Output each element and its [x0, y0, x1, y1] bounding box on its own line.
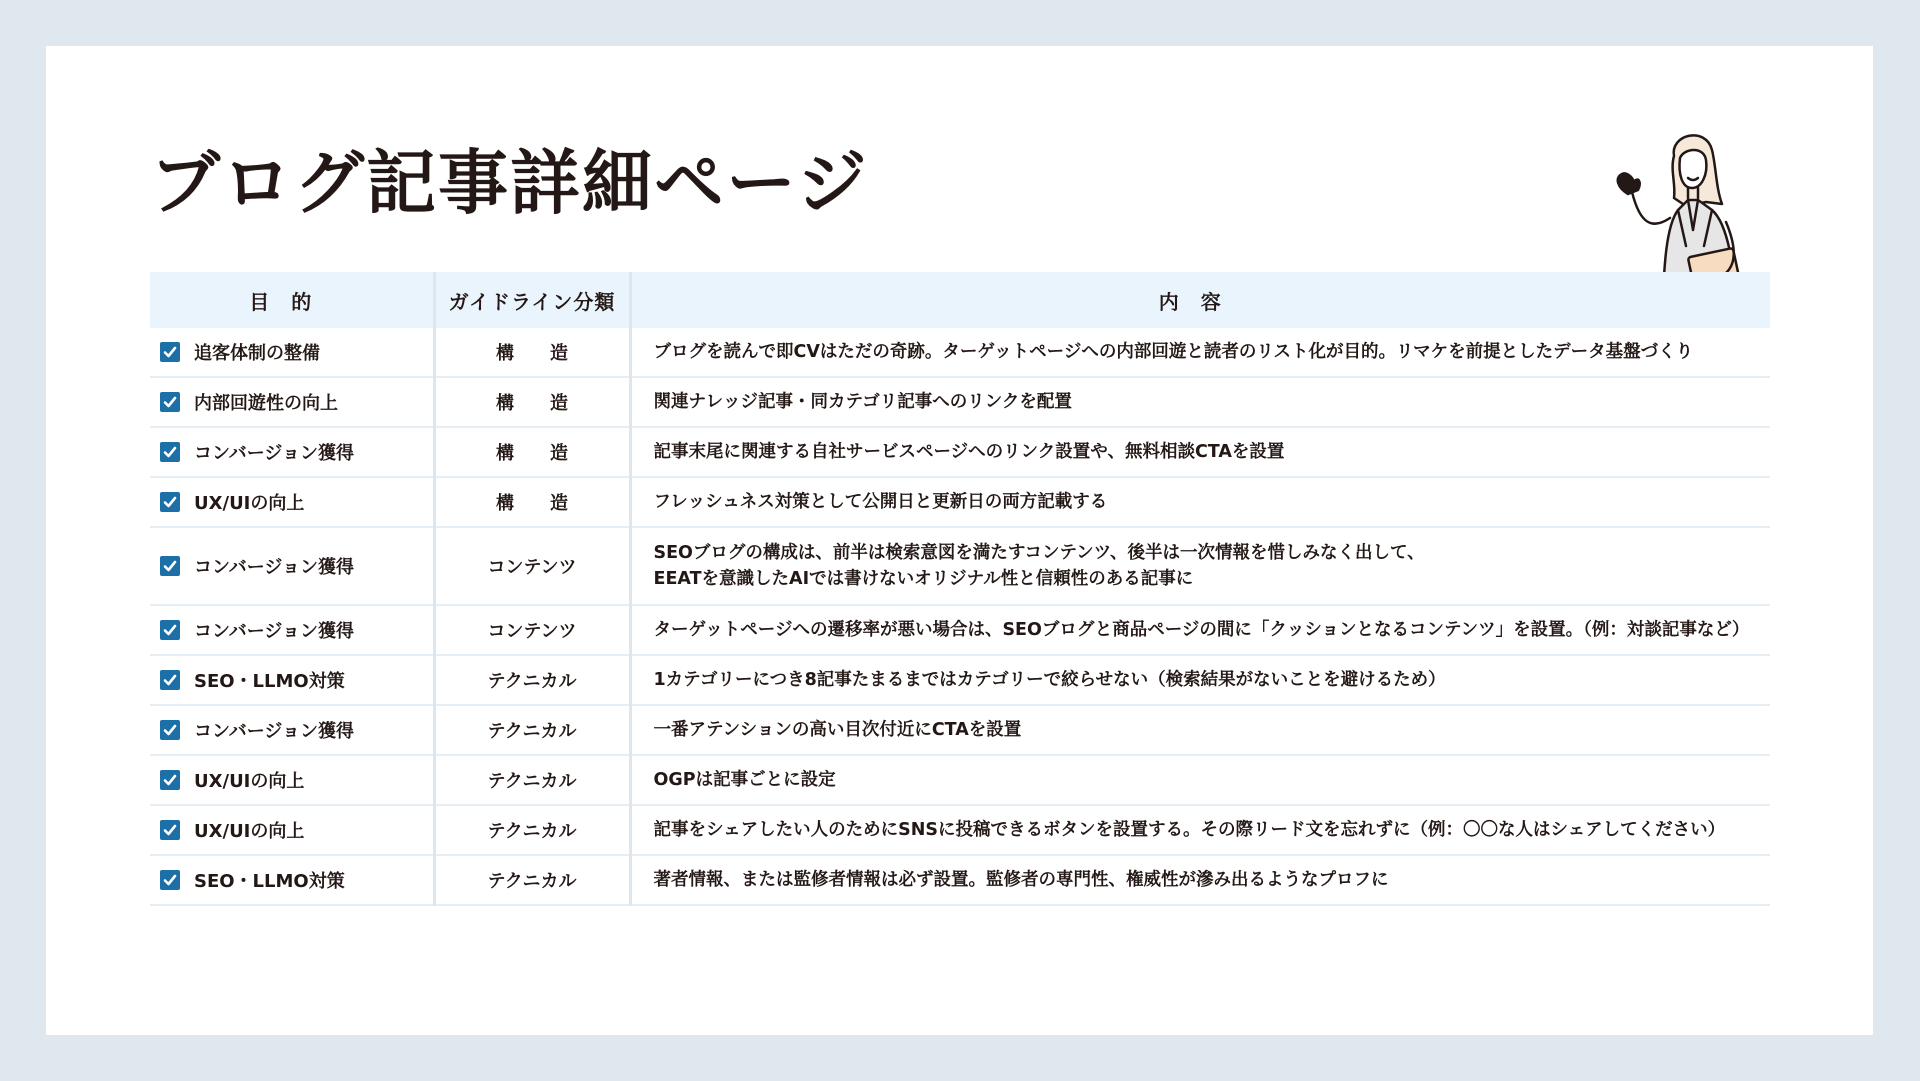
content-line: フレッシュネス対策として公開日と更新日の両方記載する: [653, 491, 1108, 512]
category-cell: テクニカル: [434, 805, 630, 855]
purpose-cell: [150, 755, 434, 805]
purpose-cell: [150, 805, 434, 855]
category-cell: 構 造: [434, 328, 630, 377]
purpose-label: UX/UIの向上: [194, 821, 305, 842]
purpose-label: コンバージョン獲得: [194, 443, 355, 464]
purpose-cell: [150, 328, 434, 377]
purpose-cell: [150, 427, 434, 477]
content-cell: [630, 655, 1770, 705]
content-cell: [630, 377, 1770, 427]
table-row: [150, 328, 1770, 377]
content-line: OGPは記事ごとに設定: [653, 769, 836, 790]
guideline-table-wrapper: [150, 272, 1770, 906]
content-line: ブログを読んで即CVはただの奇跡。ターゲットページへの内部回遊と読者のリスト化が目的。リマケを前提としたデータ基盤づくり: [653, 341, 1694, 362]
content-cell: [630, 605, 1770, 655]
purpose-item: [160, 767, 433, 793]
header-category: ガイドライン分類: [434, 272, 630, 328]
purpose-item: [160, 817, 433, 843]
content-cell: [630, 755, 1770, 805]
purpose-item: [160, 489, 433, 515]
content-line: ターゲットページへの遷移率が悪い場合は、SEOブログと商品ページの間に「クッションとなるコンテンツ」を設置。（例：対談記事など）: [653, 619, 1750, 640]
table-row: [150, 427, 1770, 477]
checkbox-checked-icon[interactable]: [160, 720, 180, 740]
purpose-item: [160, 667, 433, 693]
checkbox-checked-icon[interactable]: [160, 556, 180, 576]
checkbox-checked-icon[interactable]: [160, 492, 180, 512]
checkbox-checked-icon[interactable]: [160, 442, 180, 462]
guideline-table: [150, 272, 1770, 906]
content-cell: [630, 328, 1770, 377]
table-row: [150, 527, 1770, 605]
purpose-label: SEO・LLMO対策: [194, 671, 345, 692]
content-line: 記事をシェアしたい人のためにSNSに投稿できるボタンを設置する。その際リード文を忘れずに（例：〇〇な人はシェアしてください）: [653, 819, 1726, 840]
checkbox-checked-icon[interactable]: [160, 870, 180, 890]
purpose-item: [160, 717, 433, 743]
purpose-cell: [150, 855, 434, 905]
checkbox-checked-icon[interactable]: [160, 770, 180, 790]
content-cell: [630, 477, 1770, 527]
table-row: [150, 377, 1770, 427]
purpose-label: SEO・LLMO対策: [194, 871, 345, 892]
purpose-label: UX/UIの向上: [194, 493, 305, 514]
category-cell: 構 造: [434, 377, 630, 427]
purpose-item: [160, 553, 433, 579]
checkbox-checked-icon[interactable]: [160, 342, 180, 362]
content-cell: [630, 705, 1770, 755]
table-header-row: [150, 272, 1770, 328]
purpose-cell: [150, 527, 434, 605]
purpose-cell: [150, 377, 434, 427]
checkbox-checked-icon[interactable]: [160, 670, 180, 690]
checkbox-checked-icon[interactable]: [160, 620, 180, 640]
table-row: [150, 855, 1770, 905]
purpose-label: コンバージョン獲得: [194, 721, 355, 742]
table-row: [150, 655, 1770, 705]
table-row: [150, 755, 1770, 805]
purpose-cell: [150, 605, 434, 655]
purpose-cell: [150, 655, 434, 705]
content-line: 著者情報、または監修者情報は必ず設置。監修者の専門性、権威性が滲み出るようなプロフに: [653, 869, 1389, 890]
table-row: [150, 705, 1770, 755]
content-cell: [630, 527, 1770, 605]
slide: [46, 46, 1873, 1035]
purpose-label: 追客体制の整備: [194, 343, 320, 364]
purpose-label: コンバージョン獲得: [194, 557, 355, 578]
category-cell: 構 造: [434, 477, 630, 527]
table-row: [150, 477, 1770, 527]
purpose-item: [160, 867, 433, 893]
table-row: [150, 805, 1770, 855]
table-row: [150, 605, 1770, 655]
category-cell: 構 造: [434, 427, 630, 477]
header-purpose: 目的: [150, 272, 434, 328]
category-cell: コンテンツ: [434, 527, 630, 605]
purpose-cell: [150, 477, 434, 527]
purpose-cell: [150, 705, 434, 755]
header-content: 内容: [630, 272, 1770, 328]
content-line: 一番アテンションの高い目次付近にCTAを設置: [653, 719, 1022, 740]
category-cell: コンテンツ: [434, 605, 630, 655]
content-line: SEOブログの構成は、前半は検索意図を満たすコンテンツ、後半は一次情報を惜しみなく出して、: [653, 542, 1425, 563]
content-cell: [630, 805, 1770, 855]
purpose-item: [160, 389, 433, 415]
checkbox-checked-icon[interactable]: [160, 820, 180, 840]
purpose-label: UX/UIの向上: [194, 771, 305, 792]
purpose-label: コンバージョン獲得: [194, 621, 355, 642]
category-cell: テクニカル: [434, 755, 630, 805]
category-cell: テクニカル: [434, 705, 630, 755]
content-line: 記事末尾に関連する自社サービスページへのリンク設置や、無料相談CTAを設置: [653, 441, 1285, 462]
purpose-item: [160, 617, 433, 643]
page-title: ブログ記事詳細ページ: [150, 142, 869, 224]
content-line: EEATを意識したAIでは書けないオリジナル性と信頼性のある記事に: [653, 569, 1194, 589]
content-line: 関連ナレッジ記事・同カテゴリ記事へのリンクを配置: [653, 391, 1072, 412]
purpose-item: [160, 439, 433, 465]
purpose-item: [160, 339, 433, 365]
content-cell: [630, 855, 1770, 905]
purpose-label: 内部回遊性の向上: [194, 393, 338, 414]
checkbox-checked-icon[interactable]: [160, 392, 180, 412]
content-line: 1カテゴリーにつき8記事たまるまではカテゴリーで絞らせない（検索結果がないことを避けるため）: [653, 669, 1446, 690]
category-cell: テクニカル: [434, 655, 630, 705]
content-cell: [630, 427, 1770, 477]
category-cell: テクニカル: [434, 855, 630, 905]
